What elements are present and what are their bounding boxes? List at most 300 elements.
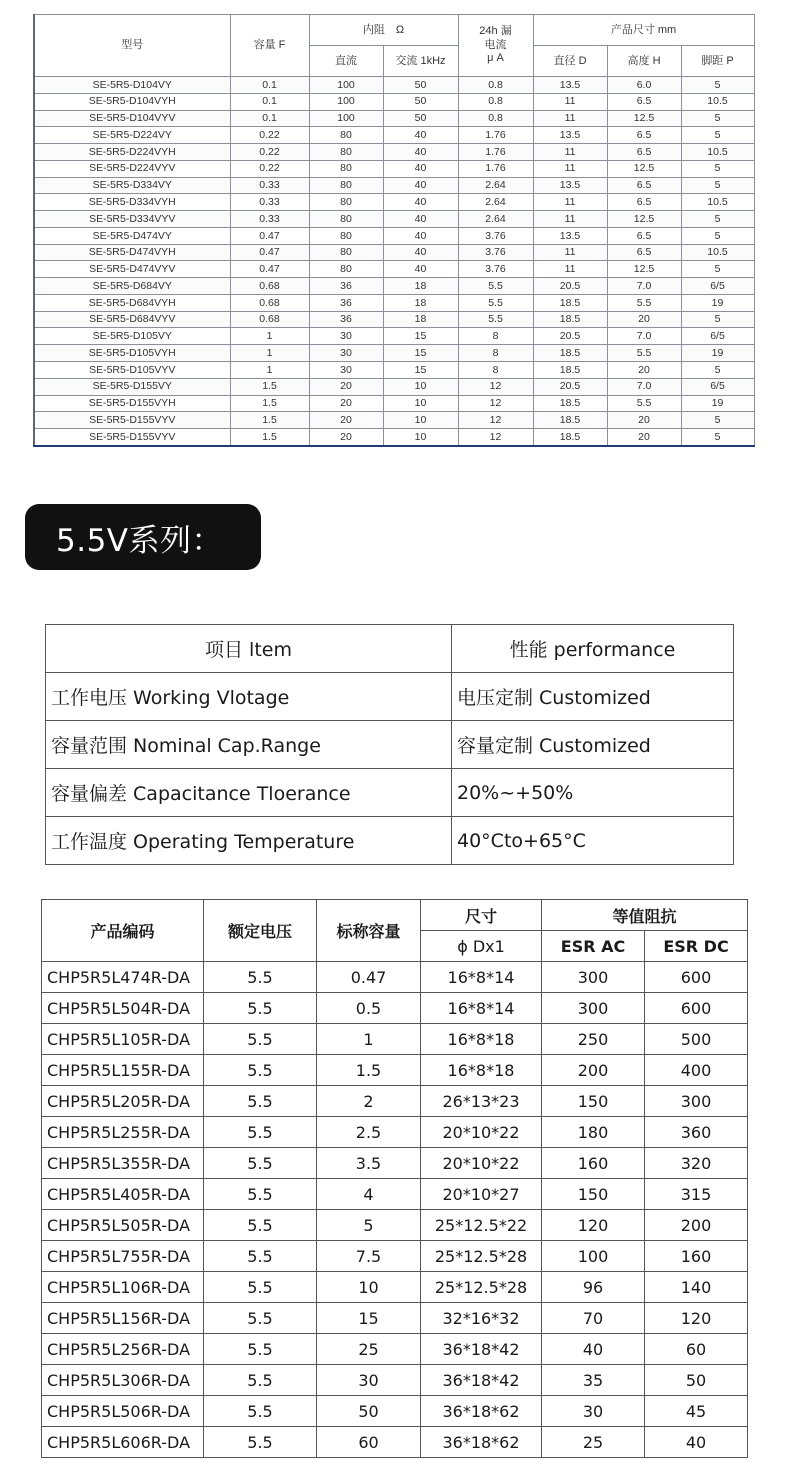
cell-esr-dc: 60	[645, 1334, 748, 1365]
cell-nominal-capacity: 0.5	[317, 993, 421, 1024]
cell-product-code: CHP5R5L155R-DA	[42, 1055, 204, 1086]
cell-rated-voltage: 5.5	[204, 1210, 317, 1241]
cell-nominal-capacity: 10	[317, 1272, 421, 1303]
cell-product-code: CHP5R5L256R-DA	[42, 1334, 204, 1365]
cell-product-code: CHP5R5L504R-DA	[42, 993, 204, 1024]
cell-esr-dc: 200	[645, 1210, 748, 1241]
cell-leakage: 8	[458, 345, 533, 362]
table-row	[34, 294, 754, 311]
cell-esr-ac: 150	[542, 1179, 645, 1210]
cell-dc-resistance: 20	[309, 429, 383, 446]
cell-height: 5.5	[607, 294, 681, 311]
cell-model: SE-5R5-D474VY	[34, 227, 230, 244]
cell-esr-ac: 160	[542, 1148, 645, 1179]
supercap-spec-table	[33, 14, 755, 447]
table-row	[34, 395, 754, 412]
cell-diameter: 18.5	[533, 429, 607, 446]
cell-nominal-capacity: 3.5	[317, 1148, 421, 1179]
table-row	[34, 244, 754, 261]
cell-dimensions: 25*12.5*28	[421, 1272, 542, 1303]
cell-pitch: 10.5	[681, 144, 754, 161]
header-height: 高度 H	[607, 46, 681, 77]
cell-model: SE-5R5-D155VYH	[34, 395, 230, 412]
cell-rated-voltage: 5.5	[204, 962, 317, 993]
cell-esr-ac: 180	[542, 1117, 645, 1148]
cell-leakage: 2.64	[458, 177, 533, 194]
cell-esr-ac: 150	[542, 1086, 645, 1117]
table-row	[34, 261, 754, 278]
cell-dimensions: 20*10*22	[421, 1148, 542, 1179]
cell-dc-resistance: 36	[309, 294, 383, 311]
cell-leakage: 12	[458, 412, 533, 429]
cell-ac-resistance: 10	[383, 378, 458, 395]
cell-diameter: 20.5	[533, 378, 607, 395]
cell-leakage: 1.76	[458, 144, 533, 161]
cell-pitch: 5	[681, 127, 754, 144]
table-row	[34, 177, 754, 194]
table-row	[42, 1396, 748, 1427]
cell-dimensions: 16*8*18	[421, 1024, 542, 1055]
cell-capacity: 0.1	[230, 93, 309, 110]
table-row	[34, 110, 754, 127]
cell-pitch: 19	[681, 345, 754, 362]
cell-diameter: 13.5	[533, 77, 607, 94]
cell-dimensions: 32*16*32	[421, 1303, 542, 1334]
cell-rated-voltage: 5.5	[204, 1179, 317, 1210]
cell-leakage: 12	[458, 395, 533, 412]
cell-esr-dc: 45	[645, 1396, 748, 1427]
cell-product-code: CHP5R5L355R-DA	[42, 1148, 204, 1179]
cell-product-code: CHP5R5L156R-DA	[42, 1303, 204, 1334]
cell-dc-resistance: 30	[309, 362, 383, 379]
cell-esr-ac: 120	[542, 1210, 645, 1241]
cell-nominal-capacity: 60	[317, 1427, 421, 1458]
cell-capacity: 1.5	[230, 429, 309, 446]
spec-value: 40°Cto+65°C	[452, 817, 734, 865]
table-row	[34, 93, 754, 110]
cell-diameter: 13.5	[533, 227, 607, 244]
header-esr-dc: ESR DC	[645, 931, 748, 962]
cell-pitch: 5	[681, 160, 754, 177]
header-diameter: 直径 D	[533, 46, 607, 77]
cell-rated-voltage: 5.5	[204, 1117, 317, 1148]
table-row	[42, 1427, 748, 1458]
cell-height: 6.5	[607, 177, 681, 194]
cell-leakage: 5.5	[458, 311, 533, 328]
cell-ac-resistance: 40	[383, 227, 458, 244]
cell-product-code: CHP5R5L306R-DA	[42, 1365, 204, 1396]
table-row	[34, 328, 754, 345]
header-nominal-capacity: 标称容量	[317, 900, 421, 962]
cell-esr-dc: 600	[645, 962, 748, 993]
cell-leakage: 5.5	[458, 294, 533, 311]
cell-product-code: CHP5R5L506R-DA	[42, 1396, 204, 1427]
table-row	[42, 1024, 748, 1055]
cell-height: 12.5	[607, 110, 681, 127]
cell-pitch: 5	[681, 311, 754, 328]
cell-pitch: 5	[681, 77, 754, 94]
cell-dimensions: 16*8*18	[421, 1055, 542, 1086]
header-dc: 直流	[309, 46, 383, 77]
cell-esr-dc: 120	[645, 1303, 748, 1334]
cell-leakage: 3.76	[458, 244, 533, 261]
header-performance: 性能 performance	[452, 625, 734, 673]
cell-nominal-capacity: 7.5	[317, 1241, 421, 1272]
cell-dc-resistance: 30	[309, 328, 383, 345]
cell-dc-resistance: 20	[309, 378, 383, 395]
table-row	[34, 211, 754, 228]
cell-esr-dc: 360	[645, 1117, 748, 1148]
cell-leakage: 2.64	[458, 194, 533, 211]
cell-dc-resistance: 80	[309, 244, 383, 261]
cell-model: SE-5R5-D474VYV	[34, 261, 230, 278]
cell-nominal-capacity: 4	[317, 1179, 421, 1210]
cell-nominal-capacity: 5	[317, 1210, 421, 1241]
cell-model: SE-5R5-D684VYH	[34, 294, 230, 311]
cell-dimensions: 26*13*23	[421, 1086, 542, 1117]
cell-rated-voltage: 5.5	[204, 1396, 317, 1427]
cell-nominal-capacity: 1.5	[317, 1055, 421, 1086]
cell-capacity: 0.33	[230, 211, 309, 228]
cell-height: 6.5	[607, 93, 681, 110]
table-row	[42, 1303, 748, 1334]
table-row	[42, 962, 748, 993]
table-row	[34, 429, 754, 446]
cell-capacity: 0.22	[230, 144, 309, 161]
cell-height: 20	[607, 311, 681, 328]
cell-ac-resistance: 40	[383, 160, 458, 177]
cell-ac-resistance: 15	[383, 362, 458, 379]
cell-pitch: 6/5	[681, 328, 754, 345]
cell-dc-resistance: 100	[309, 93, 383, 110]
cell-diameter: 18.5	[533, 311, 607, 328]
cell-ac-resistance: 18	[383, 278, 458, 295]
cell-leakage: 12	[458, 378, 533, 395]
cell-dc-resistance: 80	[309, 177, 383, 194]
cell-capacity: 0.68	[230, 294, 309, 311]
cell-nominal-capacity: 15	[317, 1303, 421, 1334]
cell-esr-dc: 320	[645, 1148, 748, 1179]
cell-esr-dc: 160	[645, 1241, 748, 1272]
cell-model: SE-5R5-D105VYH	[34, 345, 230, 362]
cell-esr-dc: 500	[645, 1024, 748, 1055]
cell-pitch: 5	[681, 412, 754, 429]
cell-nominal-capacity: 1	[317, 1024, 421, 1055]
cell-dc-resistance: 36	[309, 311, 383, 328]
cell-leakage: 5.5	[458, 278, 533, 295]
cell-pitch: 5	[681, 110, 754, 127]
cell-dc-resistance: 36	[309, 278, 383, 295]
cell-nominal-capacity: 2.5	[317, 1117, 421, 1148]
cell-model: SE-5R5-D105VYV	[34, 362, 230, 379]
spec-value: 容量定制 Customized	[452, 721, 734, 769]
cell-pitch: 10.5	[681, 194, 754, 211]
cell-height: 12.5	[607, 261, 681, 278]
cell-pitch: 19	[681, 395, 754, 412]
cell-diameter: 20.5	[533, 328, 607, 345]
header-esr-ac: ESR AC	[542, 931, 645, 962]
cell-dc-resistance: 100	[309, 110, 383, 127]
cell-pitch: 5	[681, 177, 754, 194]
cell-dimensions: 16*8*14	[421, 993, 542, 1024]
cell-diameter: 18.5	[533, 294, 607, 311]
cell-dc-resistance: 30	[309, 345, 383, 362]
cell-dc-resistance: 20	[309, 395, 383, 412]
header-dimensions-sub: ϕ Dx1	[421, 931, 542, 962]
cell-esr-ac: 96	[542, 1272, 645, 1303]
cell-dimensions: 25*12.5*22	[421, 1210, 542, 1241]
cell-ac-resistance: 50	[383, 93, 458, 110]
cell-dimensions: 36*18*42	[421, 1334, 542, 1365]
cell-esr-dc: 140	[645, 1272, 748, 1303]
cell-ac-resistance: 10	[383, 412, 458, 429]
series-heading-text: 5.5V系列：	[56, 522, 224, 559]
cell-rated-voltage: 5.5	[204, 1086, 317, 1117]
cell-rated-voltage: 5.5	[204, 1055, 317, 1086]
cell-ac-resistance: 10	[383, 429, 458, 446]
cell-dimensions: 36*18*42	[421, 1365, 542, 1396]
table-row	[34, 127, 754, 144]
cell-model: SE-5R5-D155VY	[34, 378, 230, 395]
table-row	[34, 412, 754, 429]
header-ac: 交流 1kHz	[383, 46, 458, 77]
header-pitch: 脚距 P	[681, 46, 754, 77]
cell-leakage: 8	[458, 362, 533, 379]
cell-product-code: CHP5R5L106R-DA	[42, 1272, 204, 1303]
cell-model: SE-5R5-D334VYV	[34, 211, 230, 228]
cell-height: 5.5	[607, 345, 681, 362]
cell-leakage: 1.76	[458, 160, 533, 177]
cell-height: 20	[607, 412, 681, 429]
table-row	[42, 1334, 748, 1365]
table-row	[42, 1086, 748, 1117]
cell-diameter: 11	[533, 261, 607, 278]
cell-capacity: 0.22	[230, 160, 309, 177]
header-leakage-line1: 24h 漏	[479, 24, 512, 37]
cell-pitch: 10.5	[681, 244, 754, 261]
table-row	[34, 362, 754, 379]
cell-capacity: 0.33	[230, 194, 309, 211]
cell-capacity: 0.1	[230, 110, 309, 127]
cell-rated-voltage: 5.5	[204, 1427, 317, 1458]
cell-capacity: 0.68	[230, 311, 309, 328]
cell-ac-resistance: 40	[383, 177, 458, 194]
cell-height: 20	[607, 429, 681, 446]
cell-dimensions: 20*10*27	[421, 1179, 542, 1210]
cell-rated-voltage: 5.5	[204, 1241, 317, 1272]
cell-diameter: 18.5	[533, 395, 607, 412]
cell-nominal-capacity: 30	[317, 1365, 421, 1396]
cell-product-code: CHP5R5L255R-DA	[42, 1117, 204, 1148]
cell-ac-resistance: 15	[383, 328, 458, 345]
cell-esr-ac: 200	[542, 1055, 645, 1086]
cell-model: SE-5R5-D105VY	[34, 328, 230, 345]
table-row	[34, 345, 754, 362]
spec-value: 电压定制 Customized	[452, 673, 734, 721]
cell-dimensions: 20*10*22	[421, 1117, 542, 1148]
cell-esr-ac: 25	[542, 1427, 645, 1458]
cell-capacity: 0.47	[230, 227, 309, 244]
cell-nominal-capacity: 25	[317, 1334, 421, 1365]
cell-diameter: 11	[533, 244, 607, 261]
header-leakage-line2: 电流	[484, 38, 507, 51]
header-leakage	[458, 15, 533, 77]
table-row	[42, 1117, 748, 1148]
cell-height: 6.5	[607, 244, 681, 261]
cell-height: 7.0	[607, 378, 681, 395]
cell-diameter: 11	[533, 93, 607, 110]
cell-diameter: 18.5	[533, 412, 607, 429]
cell-esr-ac: 40	[542, 1334, 645, 1365]
cell-ac-resistance: 40	[383, 211, 458, 228]
cell-ac-resistance: 15	[383, 345, 458, 362]
cell-leakage: 0.8	[458, 110, 533, 127]
cell-ac-resistance: 10	[383, 395, 458, 412]
table-row	[34, 194, 754, 211]
cell-pitch: 10.5	[681, 93, 754, 110]
cell-ac-resistance: 18	[383, 294, 458, 311]
cell-ac-resistance: 50	[383, 77, 458, 94]
cell-diameter: 11	[533, 194, 607, 211]
cell-model: SE-5R5-D474VYH	[34, 244, 230, 261]
cell-dc-resistance: 80	[309, 160, 383, 177]
cell-esr-dc: 400	[645, 1055, 748, 1086]
table-row	[42, 1179, 748, 1210]
cell-height: 7.0	[607, 278, 681, 295]
header-item: 项目 ltem	[46, 625, 452, 673]
table-row	[42, 1272, 748, 1303]
cell-dc-resistance: 20	[309, 412, 383, 429]
cell-ac-resistance: 40	[383, 194, 458, 211]
cell-height: 12.5	[607, 160, 681, 177]
cell-capacity: 1	[230, 345, 309, 362]
header-dimensions: 尺寸	[421, 900, 542, 931]
table-row	[34, 160, 754, 177]
cell-product-code: CHP5R5L606R-DA	[42, 1427, 204, 1458]
series-heading-banner	[25, 504, 261, 570]
cell-leakage: 2.64	[458, 211, 533, 228]
cell-ac-resistance: 18	[383, 311, 458, 328]
spec-item: 工作温度 Operating Temperature	[46, 817, 452, 865]
cell-diameter: 18.5	[533, 345, 607, 362]
cell-dimensions: 25*12.5*28	[421, 1241, 542, 1272]
table-row	[42, 1241, 748, 1272]
cell-leakage: 3.76	[458, 261, 533, 278]
product-table	[41, 899, 748, 1458]
cell-diameter: 18.5	[533, 362, 607, 379]
cell-product-code: CHP5R5L474R-DA	[42, 962, 204, 993]
table-row	[42, 1210, 748, 1241]
cell-diameter: 20.5	[533, 278, 607, 295]
cell-capacity: 1	[230, 362, 309, 379]
cell-product-code: CHP5R5L105R-DA	[42, 1024, 204, 1055]
cell-height: 6.5	[607, 227, 681, 244]
cell-dc-resistance: 80	[309, 144, 383, 161]
cell-pitch: 5	[681, 362, 754, 379]
cell-model: SE-5R5-D684VY	[34, 278, 230, 295]
cell-capacity: 0.1	[230, 77, 309, 94]
cell-esr-dc: 300	[645, 1086, 748, 1117]
cell-ac-resistance: 50	[383, 110, 458, 127]
cell-leakage: 8	[458, 328, 533, 345]
cell-esr-ac: 300	[542, 962, 645, 993]
cell-height: 6.5	[607, 127, 681, 144]
cell-product-code: CHP5R5L505R-DA	[42, 1210, 204, 1241]
header-rated-voltage: 额定电压	[204, 900, 317, 962]
cell-ac-resistance: 40	[383, 261, 458, 278]
cell-rated-voltage: 5.5	[204, 993, 317, 1024]
cell-esr-dc: 315	[645, 1179, 748, 1210]
cell-nominal-capacity: 2	[317, 1086, 421, 1117]
cell-diameter: 11	[533, 211, 607, 228]
cell-esr-dc: 40	[645, 1427, 748, 1458]
cell-capacity: 1.5	[230, 378, 309, 395]
cell-leakage: 0.8	[458, 93, 533, 110]
cell-height: 7.0	[607, 328, 681, 345]
cell-capacity: 0.47	[230, 244, 309, 261]
cell-leakage: 1.76	[458, 127, 533, 144]
cell-dc-resistance: 80	[309, 194, 383, 211]
cell-nominal-capacity: 50	[317, 1396, 421, 1427]
cell-capacity: 0.22	[230, 127, 309, 144]
cell-model: SE-5R5-D224VYV	[34, 160, 230, 177]
cell-height: 12.5	[607, 211, 681, 228]
cell-dc-resistance: 80	[309, 127, 383, 144]
cell-model: SE-5R5-D155VYV	[34, 412, 230, 429]
cell-height: 5.5	[607, 395, 681, 412]
cell-leakage: 3.76	[458, 227, 533, 244]
cell-leakage: 0.8	[458, 77, 533, 94]
cell-esr-dc: 600	[645, 993, 748, 1024]
header-size: 产品尺寸 mm	[533, 15, 754, 46]
cell-dc-resistance: 100	[309, 77, 383, 94]
spec-item: 容量偏差 Capacitance Tloerance	[46, 769, 452, 817]
cell-esr-dc: 50	[645, 1365, 748, 1396]
cell-rated-voltage: 5.5	[204, 1303, 317, 1334]
header-product-code: 产品编码	[42, 900, 204, 962]
cell-rated-voltage: 5.5	[204, 1024, 317, 1055]
cell-height: 6.5	[607, 144, 681, 161]
cell-leakage: 12	[458, 429, 533, 446]
cell-diameter: 11	[533, 160, 607, 177]
cell-capacity: 0.33	[230, 177, 309, 194]
cell-model: SE-5R5-D334VY	[34, 177, 230, 194]
cell-diameter: 11	[533, 144, 607, 161]
cell-dimensions: 36*18*62	[421, 1396, 542, 1427]
table-row	[42, 1055, 748, 1086]
cell-product-code: CHP5R5L205R-DA	[42, 1086, 204, 1117]
cell-diameter: 13.5	[533, 177, 607, 194]
cell-pitch: 5	[681, 227, 754, 244]
cell-pitch: 5	[681, 211, 754, 228]
cell-capacity: 0.68	[230, 278, 309, 295]
cell-dc-resistance: 80	[309, 211, 383, 228]
cell-rated-voltage: 5.5	[204, 1272, 317, 1303]
cell-esr-ac: 35	[542, 1365, 645, 1396]
spec-item: 工作电压 Working Vlotage	[46, 673, 452, 721]
cell-dimensions: 36*18*62	[421, 1427, 542, 1458]
cell-dc-resistance: 80	[309, 261, 383, 278]
cell-ac-resistance: 40	[383, 244, 458, 261]
cell-rated-voltage: 5.5	[204, 1365, 317, 1396]
header-model: 型号	[34, 15, 230, 77]
cell-diameter: 11	[533, 110, 607, 127]
cell-ac-resistance: 40	[383, 127, 458, 144]
spec-value: 20%~+50%	[452, 769, 734, 817]
performance-table	[45, 624, 734, 865]
cell-esr-ac: 70	[542, 1303, 645, 1334]
cell-pitch: 5	[681, 261, 754, 278]
